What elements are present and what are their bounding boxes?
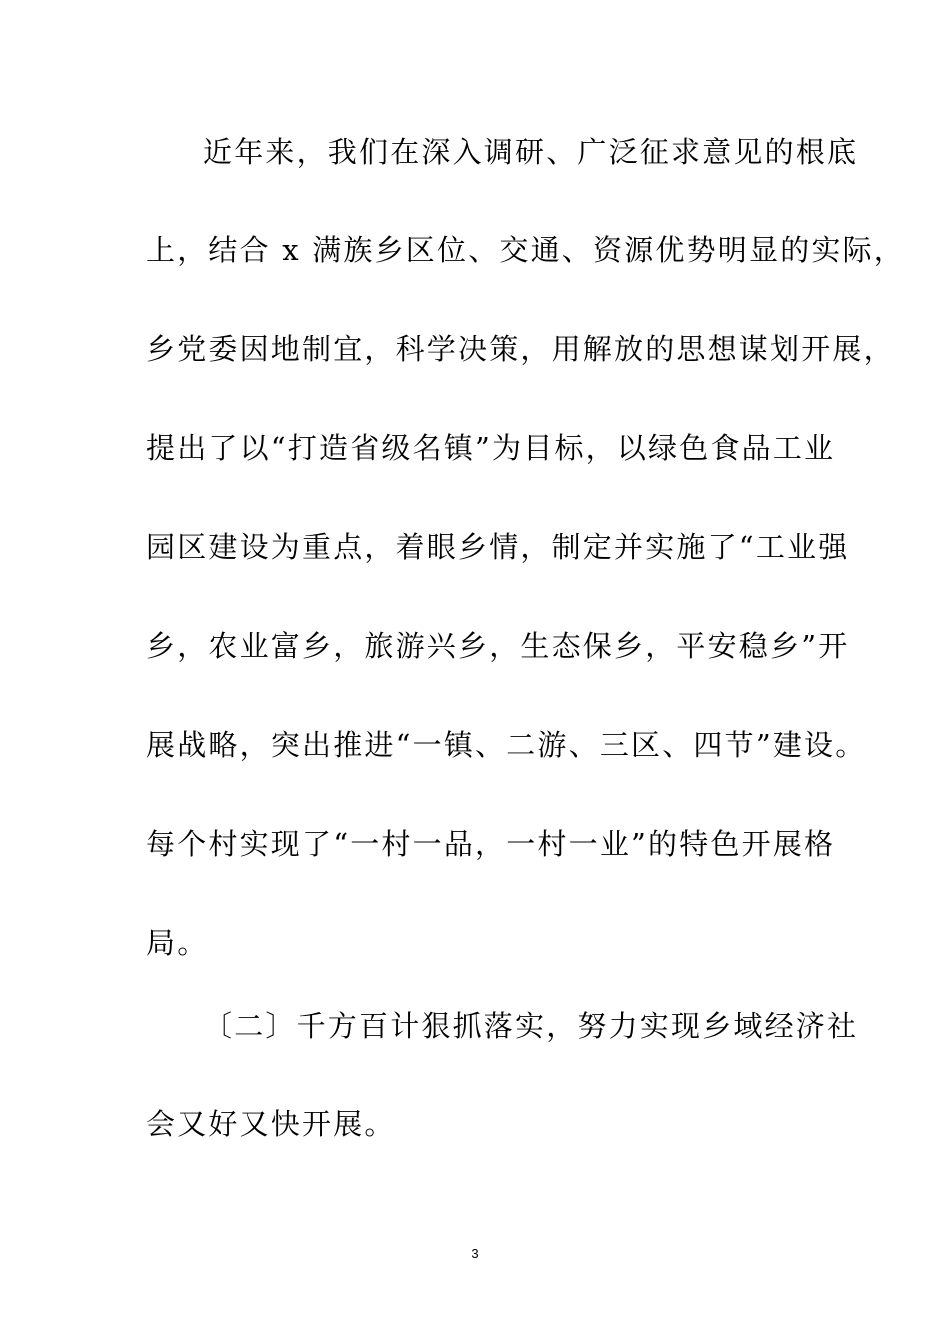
text-line: 园区建设为重点，着眼乡情，制定并实施了“工业强	[146, 530, 850, 564]
section-heading-line: 会又好又快开展。	[146, 1107, 396, 1141]
text-line: 乡，农业富乡，旅游兴乡，生态保乡，平安稳乡”开	[146, 629, 850, 663]
text-line: 每个村实现了“一村一品，一村一业”的特色开展格	[146, 827, 836, 861]
section-heading-line: 〔二〕千方百计狠抓落实，努力实现乡域经济社	[203, 1009, 859, 1043]
text-line: 近年来，我们在深入调研、广泛征求意见的根底	[203, 135, 859, 169]
page-number: 3	[471, 1246, 479, 1261]
text-line: 展战略，突出推进“一镇、二游、三区、四节”建设。	[146, 728, 867, 762]
text-line: 局。	[146, 926, 209, 960]
text-line: 上，结合 x 满族乡区位、交通、资源优势明显的实际，	[146, 233, 905, 267]
text-line: 提出了以“打造省级名镇”为目标，以绿色食品工业	[146, 431, 836, 465]
text-line: 乡党委因地制宜，科学决策，用解放的思想谋划开展，	[146, 332, 895, 366]
